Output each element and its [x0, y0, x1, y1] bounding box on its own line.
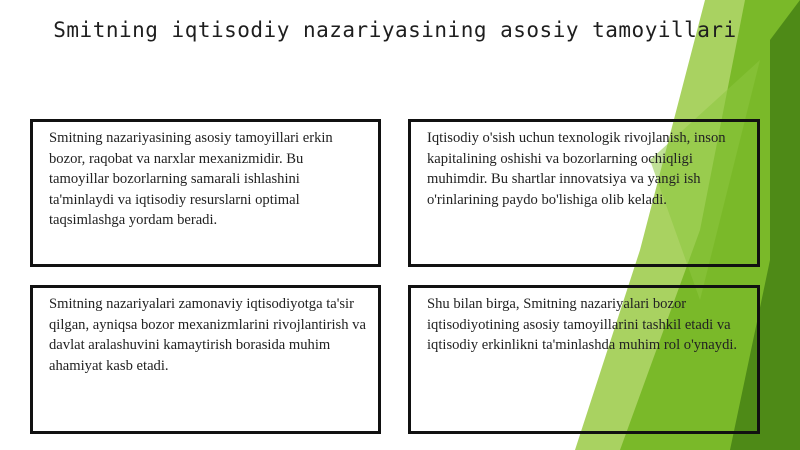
card-text: Shu bilan birga, Smitning nazariyalari bozor iqtisodiyotining asosiy tamoyillarini tashkil etadi va iqtisodiy erkinlikni ta'minlashda muhim rol o'ynaydi.	[427, 296, 738, 353]
slide-title: Smitning iqtisodiy nazariyasining asosiy tamoyillari	[53, 18, 737, 42]
text-card-1	[30, 119, 381, 267]
card-text: Iqtisodiy o'sish uchun texnologik rivojlanish, inson kapitalining oshishi va bozorlarning ochiqligi muhimdir. Bu shartlar innovatsiya va yangi ish o'rinlarining paydo bo'lishiga olib keladi.	[427, 130, 726, 208]
card-text: Smitning nazariyalari zamonaviy iqtisodiyotga ta'sir qilgan, ayniqsa bozor mexanizmlarini rivojlantirish va davlat aralashuvini kamaytirish borasida muhim ahamiyat kasb etadi.	[49, 296, 366, 374]
text-card-4	[408, 285, 760, 434]
text-card-3	[30, 285, 381, 434]
text-card-2	[408, 119, 760, 267]
card-text: Smitning nazariyasining asosiy tamoyillari erkin bozor, raqobat va narxlar mexanizmidir. Bu tamoyillar bozorlarning samarali ishlashini ta'minlaydi va iqtisodiy resurslarni optimal taqsimlashga yordam beradi.	[49, 130, 333, 228]
